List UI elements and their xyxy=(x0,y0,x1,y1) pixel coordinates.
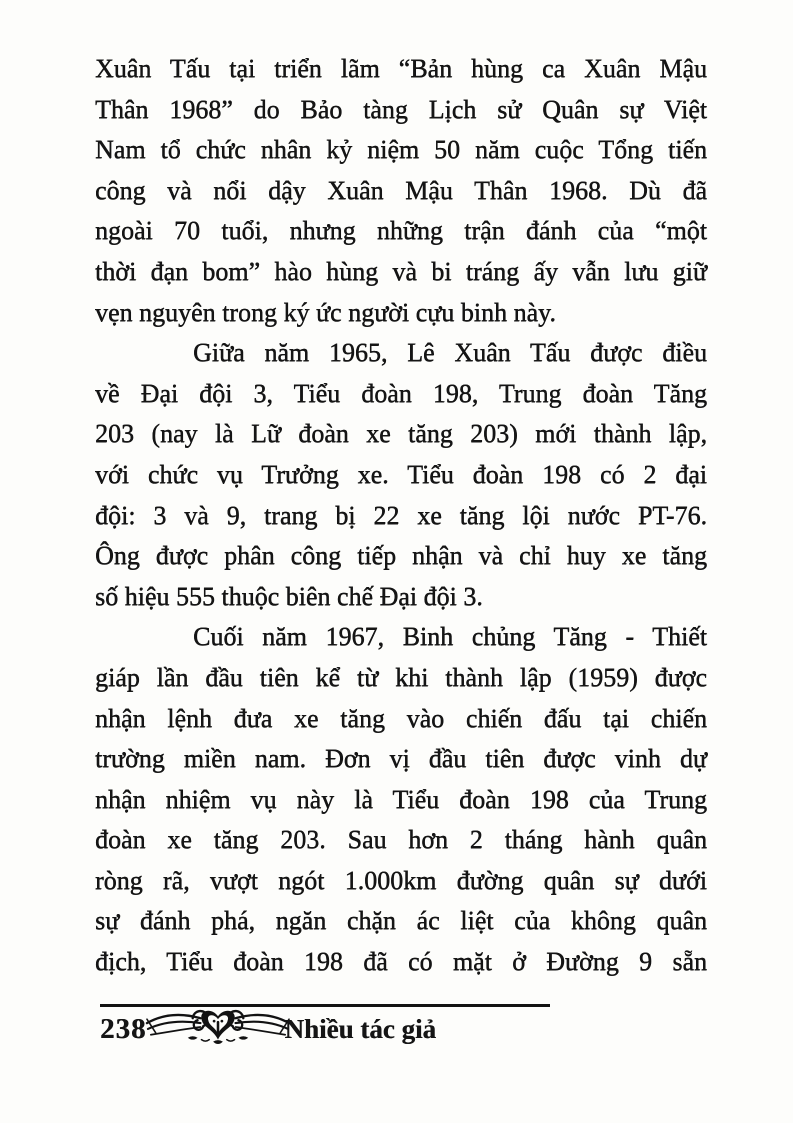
footer-book-title: Nhiều tác giả xyxy=(284,1013,436,1044)
text-line: Thân 1968” do Bảo tàng Lịch sử Quân sự Việt xyxy=(95,94,707,124)
text-line: Xuân Tấu tại triển lãm “Bản hùng ca Xuân Mậu xyxy=(95,54,707,83)
text-line: 203 (nay là Lữ đoàn xe tăng 203) mới thành lập, xyxy=(95,419,707,449)
text-line: vẹn nguyên trong ký ức người cựu binh này. xyxy=(95,297,556,327)
text-line: Cuối năm 1967, Binh chủng Tăng - Thiết xyxy=(193,622,707,652)
text-line: địch, Tiểu đoàn 198 đã có mặt ở Đường 9 sẵn xyxy=(95,947,707,977)
text-line: số hiệu 555 thuộc biên chế Đại đội 3. xyxy=(95,581,483,611)
text-line: Ông được phân công tiếp nhận và chỉ huy xe tăng xyxy=(95,541,707,571)
text-line: nhận nhiệm vụ này là Tiểu đoàn 198 của Trung xyxy=(95,784,707,814)
text-line: Giữa năm 1965, Lê Xuân Tấu được điều xyxy=(193,338,707,368)
text-line: đoàn xe tăng 203. Sau hơn 2 tháng hành quân xyxy=(95,825,707,855)
body-text xyxy=(95,49,707,983)
text-line: công và nổi dậy Xuân Mậu Thân 1968. Dù đã xyxy=(95,175,707,205)
floral-flourish-ornament xyxy=(145,1005,291,1049)
text-line: với chức vụ Trưởng xe. Tiểu đoàn 198 có 2 đại xyxy=(95,459,707,489)
page-number: 238 xyxy=(100,1012,147,1045)
text-line: ngoài 70 tuổi, nhưng những trận đánh của “một xyxy=(95,216,707,246)
text-line: trường miền nam. Đơn vị đầu tiên được vinh dự xyxy=(95,744,707,774)
text-line: sự đánh phá, ngăn chặn ác liệt của không quân xyxy=(95,906,707,936)
text-line: thời đạn bom” hào hùng và bi tráng ấy vẫn lưu giữ xyxy=(95,256,707,286)
text-line: ròng rã, vượt ngót 1.000km đường quân sự dưới xyxy=(95,865,707,895)
text-line: đội: 3 và 9, trang bị 22 xe tăng lội nước PT-76. xyxy=(95,500,707,530)
text-line: Nam tổ chức nhân kỷ niệm 50 năm cuộc Tổng tiến xyxy=(95,135,707,165)
text-line: về Đại đội 3, Tiểu đoàn 198, Trung đoàn Tăng xyxy=(95,378,707,408)
page-footer xyxy=(100,1006,436,1052)
text-line: nhận lệnh đưa xe tăng vào chiến đấu tại chiến xyxy=(95,703,707,733)
text-line: giáp lần đầu tiên kể từ khi thành lập (1959) được xyxy=(95,662,707,692)
